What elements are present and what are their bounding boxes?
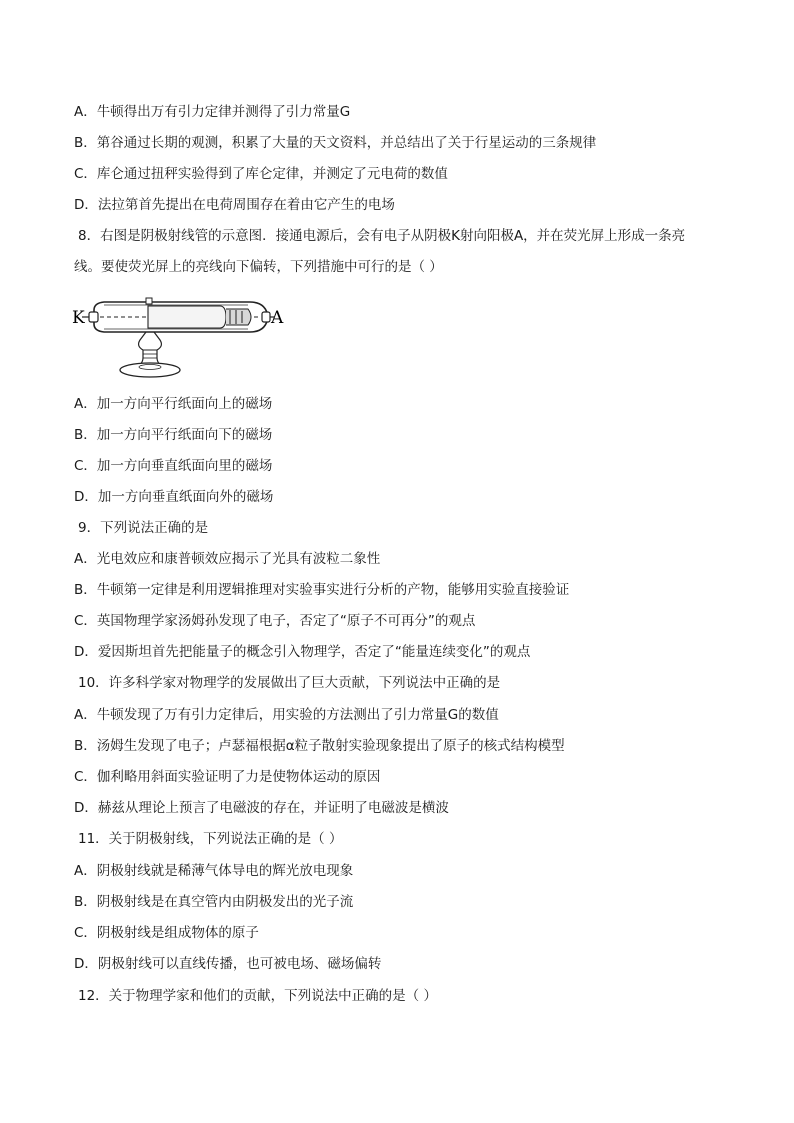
q10-option-d: D．赫兹从理论上预言了电磁波的存在，并证明了电磁波是横波 bbox=[74, 800, 449, 816]
q9-option-a: A．光电效应和康普顿效应揭示了光具有波粒二象性 bbox=[74, 551, 381, 567]
q7-option-a: A．牛顿得出万有引力定律并测得了引力常量G bbox=[74, 104, 351, 120]
q10-option-c: C．伽利略用斜面实验证明了力是使物体运动的原因 bbox=[74, 769, 381, 785]
q9-option-c: C．英国物理学家汤姆孙发现了电子，否定了“原子不可再分”的观点 bbox=[74, 613, 476, 629]
q11-stem: 11．关于阴极射线，下列说法正确的是（ ） bbox=[78, 831, 343, 847]
q9-option-d: D．爱因斯坦首先把能量子的概念引入物理学，否定了“能量连续变化”的观点 bbox=[74, 644, 531, 660]
q7-option-c: C．库仑通过扭秤实验得到了库仑定律，并测定了元电荷的数值 bbox=[74, 166, 448, 182]
q11-option-b: B．阴极射线是在真空管内由阴极发出的光子流 bbox=[74, 894, 354, 910]
q10-stem: 10．许多科学家对物理学的发展做出了巨大贡献，下列说法中正确的是 bbox=[78, 675, 501, 691]
q11-option-d: D．阴极射线可以直线传播，也可被电场、磁场偏转 bbox=[74, 956, 382, 972]
q8-option-c: C．加一方向垂直纸面向里的磁场 bbox=[74, 458, 273, 474]
cathode-ray-tube-figure bbox=[70, 296, 300, 382]
figure-label-k: K bbox=[72, 308, 85, 328]
q9-option-b: B．牛顿第一定律是利用逻辑推理对实验事实进行分析的产物，能够用实验直接验证 bbox=[74, 582, 570, 598]
q10-option-a: A．牛顿发现了万有引力定律后，用实验的方法测出了引力常量G的数值 bbox=[74, 707, 499, 723]
q8-stem-line1: 8．右图是阴极射线管的示意图．接通电源后，会有电子从阴极K射向阳极A，并在荧光屏上形成一条亮 bbox=[78, 228, 686, 244]
q10-option-b: B．汤姆生发现了电子；卢瑟福根据α粒子散射实验现象提出了原子的核式结构模型 bbox=[74, 738, 565, 754]
q12-stem: 12．关于物理学家和他们的贡献，下列说法中正确的是（ ） bbox=[78, 988, 437, 1004]
q11-option-c: C．阴极射线是组成物体的原子 bbox=[74, 925, 259, 941]
figure-label-a: A bbox=[271, 308, 284, 328]
q7-option-b: B．第谷通过长期的观测，积累了大量的天文资料，并总结出了关于行星运动的三条规律 bbox=[74, 135, 597, 151]
q11-option-a: A．阴极射线就是稀薄气体导电的辉光放电现象 bbox=[74, 863, 354, 879]
q8-stem-line2: 线。要使荧光屏上的亮线向下偏转，下列措施中可行的是（ ） bbox=[74, 259, 443, 275]
q8-option-d: D．加一方向垂直纸面向外的磁场 bbox=[74, 489, 274, 505]
q9-stem: 9．下列说法正确的是 bbox=[78, 520, 209, 536]
q7-option-d: D．法拉第首先提出在电荷周围存在着由它产生的电场 bbox=[74, 197, 395, 213]
q8-option-a: A．加一方向平行纸面向上的磁场 bbox=[74, 396, 273, 412]
q8-option-b: B．加一方向平行纸面向下的磁场 bbox=[74, 427, 273, 443]
